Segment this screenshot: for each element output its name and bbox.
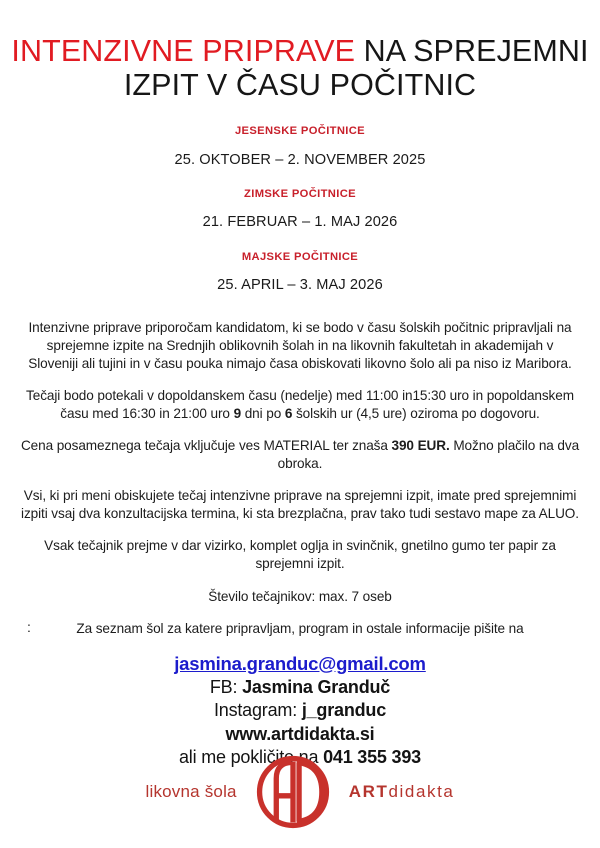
title-rest: NA SPREJEMNI — [363, 34, 589, 68]
phone-number[interactable]: 041 355 393 — [323, 746, 421, 767]
artdidakta-logo-icon — [255, 754, 331, 830]
schedule-hours: 6 — [284, 406, 293, 422]
instagram-handle: j_granduc — [301, 700, 387, 721]
logo-row — [0, 754, 600, 830]
email-link[interactable]: jasmina.granduc@gmail.com — [174, 652, 426, 674]
price-amount: 390 EUR. — [391, 438, 450, 454]
contact-block — [0, 652, 600, 770]
term-item-winter — [0, 189, 600, 230]
term-heading: JESENSKE POČITNICE — [234, 125, 365, 138]
paragraph-schedule — [14, 387, 586, 423]
paragraph-intro: Intenzivne priprave priporočam kandidatom, ki se bodo v času šolskih počitnic pripravljali na sprejemne izpite na Srednjih oblikovnih šolah in na likovnih fakultetah in akademijah v Sloveniji ali tujini in v času pouka nimajo časa obiskovati likovno šolo ali pa niso iz Maribora. — [28, 319, 572, 371]
price-text-b: Možno plačilo na dva obroka. — [277, 438, 580, 472]
paragraph-contact-prompt: Za seznam šol za katere pripravljam, program in ostale informacije pišite na — [76, 620, 524, 636]
term-dates: 21. FEBRUAR – 1. MAJ 2026 — [202, 214, 398, 231]
term-item-autumn — [0, 126, 600, 167]
logo-tagline-left: likovna šola — [145, 782, 237, 801]
logo-didakta-text: didakta — [388, 782, 455, 801]
title-line-1 — [0, 34, 600, 68]
price-text-a: Cena posameznega tečaja vključuje ves MATERIAL ter znaša — [20, 438, 392, 454]
term-spacer — [0, 167, 600, 189]
logo-art-text: ART — [348, 782, 389, 801]
term-spacer — [0, 230, 600, 252]
schedule-text-b: dni po — [241, 406, 285, 422]
logo-tagline-right — [349, 782, 455, 802]
paragraph-materials: Vsak tečajnik prejme v dar vizirko, komplet oglja in svinčnik, gnetilno gumo ter papir za sprejemni izpit. — [44, 538, 556, 572]
schedule-text-c: šolskih ur (4,5 ure) oziroma po dogovoru. — [292, 406, 540, 422]
body-copy — [0, 319, 600, 638]
term-dates: 25. APRIL – 3. MAJ 2026 — [217, 277, 383, 294]
schedule-text-a: Tečaji bodo potekali v dopoldanskem času (nedelje) med 11:00 in15:30 uro in popoldanskem času med 16:30 in 21:00 uro — [26, 387, 574, 422]
title-line-2: IZPIT V ČASU POČITNIC — [123, 68, 477, 103]
title-highlight: INTENZIVNE PRIPRAVE — [11, 34, 356, 68]
paragraph-consultations: Vsi, ki pri meni obiskujete tečaj intenzivne priprave na sprejemni izpit, imate pred sprejemnimi izpiti vsaj dva konzultacijska termina, ki sta brezplačna, prav tako tudi sestavo mape za ALUO. — [21, 488, 579, 522]
term-heading: ZIMSKE POČITNICE — [244, 188, 356, 201]
website-link[interactable]: www.artdidakta.si — [225, 723, 375, 744]
term-list — [0, 126, 600, 292]
stray-colon: : — [27, 619, 31, 635]
instagram-line[interactable] — [0, 699, 600, 722]
term-heading: MAJSKE POČITNICE — [241, 250, 359, 263]
term-item-may — [0, 252, 600, 293]
poster-title — [0, 0, 600, 102]
phone-label: ali me pokličite na — [179, 746, 324, 767]
paragraph-capacity: Število tečajnikov: max. 7 oseb — [208, 588, 392, 604]
facebook-line[interactable] — [0, 676, 600, 699]
facebook-label: FB: — [209, 676, 243, 697]
instagram-label: Instagram: — [213, 700, 302, 721]
paragraph-price — [14, 437, 586, 473]
term-dates: 25. OKTOBER – 2. NOVEMBER 2025 — [174, 151, 426, 168]
schedule-days: 9 — [233, 406, 242, 422]
facebook-handle: Jasmina Granduč — [242, 676, 391, 697]
